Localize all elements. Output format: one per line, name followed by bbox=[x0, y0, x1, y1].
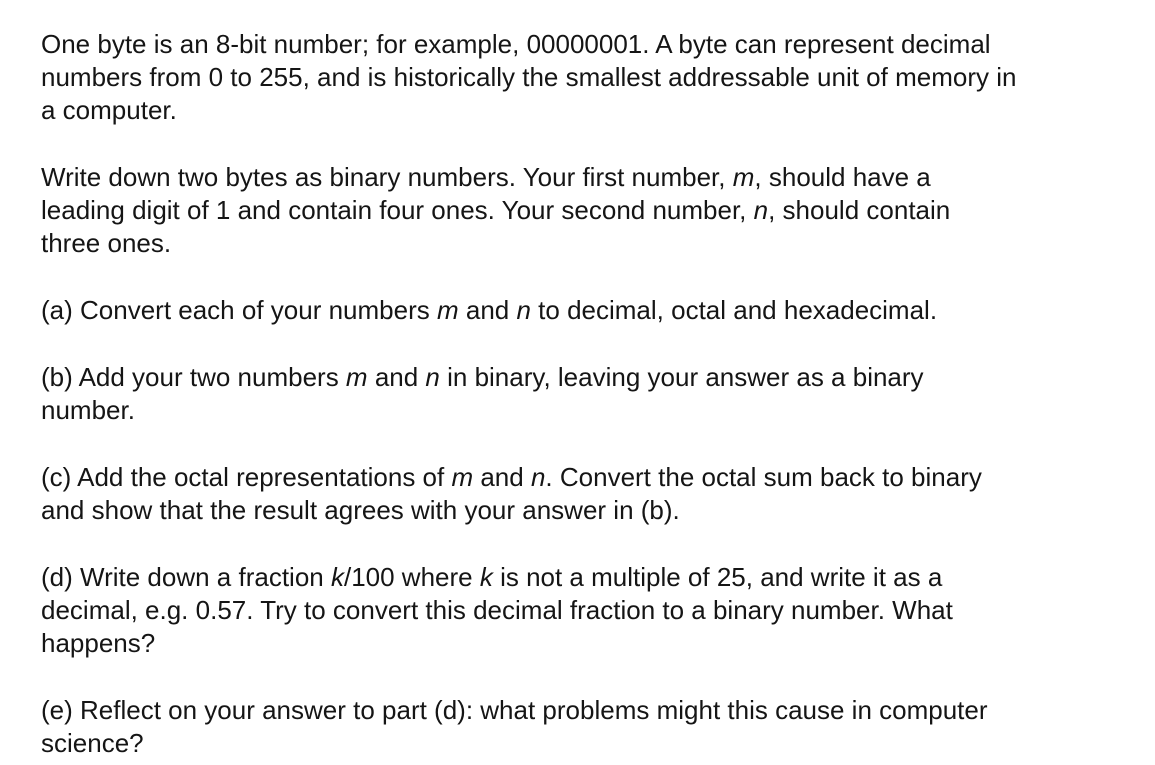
variable-n: n bbox=[516, 295, 531, 325]
variable-n: n bbox=[425, 362, 440, 392]
part-c-text: and show that the result agrees with your answer in (b). bbox=[41, 495, 680, 525]
part-b-text: number. bbox=[41, 395, 135, 425]
part-e-text: science? bbox=[41, 728, 144, 758]
variable-m: m bbox=[345, 362, 368, 392]
part-b bbox=[41, 361, 1131, 427]
part-a-text: and bbox=[458, 295, 517, 325]
variable-k: k bbox=[479, 562, 493, 592]
intro-line-2: numbers from 0 to 255, and is historically the smallest addressable unit of memory in bbox=[41, 62, 1017, 92]
part-e bbox=[41, 694, 1131, 760]
task-paragraph bbox=[41, 161, 1131, 260]
variable-m: m bbox=[732, 162, 755, 192]
task-text: Write down two bytes as binary numbers. Your first number, bbox=[41, 162, 733, 192]
part-a-text: (a) Convert each of your numbers bbox=[41, 295, 437, 325]
intro-line-1: One byte is an 8-bit number; for example, 00000001. A byte can represent decimal bbox=[41, 29, 991, 59]
part-c-text: and bbox=[473, 462, 531, 492]
part-c-text: . Convert the octal sum back to binary bbox=[545, 462, 982, 492]
variable-m: m bbox=[436, 295, 459, 325]
variable-n: n bbox=[530, 462, 546, 492]
variable-n: n bbox=[753, 195, 769, 225]
problem-document bbox=[41, 28, 1131, 760]
part-b-text: and bbox=[367, 362, 426, 392]
part-b-text: (b) Add your two numbers bbox=[41, 362, 346, 392]
part-d bbox=[41, 561, 1131, 660]
part-d-text: is not a multiple of 25, and write it as a bbox=[492, 562, 943, 592]
part-c-text: (c) Add the octal representations of bbox=[41, 462, 452, 492]
part-d-text: (d) Write down a fraction bbox=[41, 562, 331, 592]
part-d-text: decimal, e.g. 0.57. Try to convert this decimal fraction to a binary number. What bbox=[41, 595, 953, 625]
task-text: , should have a bbox=[754, 162, 931, 192]
variable-k: k bbox=[330, 562, 344, 592]
part-d-text: happens? bbox=[41, 628, 156, 658]
part-a bbox=[41, 294, 1131, 327]
variable-m: m bbox=[451, 462, 474, 492]
part-d-text: /100 where bbox=[343, 562, 480, 592]
task-text: leading digit of 1 and contain four ones. Your second number, bbox=[41, 195, 754, 225]
task-text: , should contain bbox=[768, 195, 951, 225]
part-e-text: (e) Reflect on your answer to part (d): what problems might this cause in computer bbox=[41, 695, 988, 725]
task-text: three ones. bbox=[41, 228, 172, 258]
intro-paragraph bbox=[41, 28, 1131, 127]
intro-line-3: a computer. bbox=[41, 95, 177, 125]
part-b-text: in binary, leaving your answer as a binary bbox=[439, 362, 924, 392]
part-a-text: to decimal, octal and hexadecimal. bbox=[530, 295, 938, 325]
part-c bbox=[41, 461, 1131, 527]
